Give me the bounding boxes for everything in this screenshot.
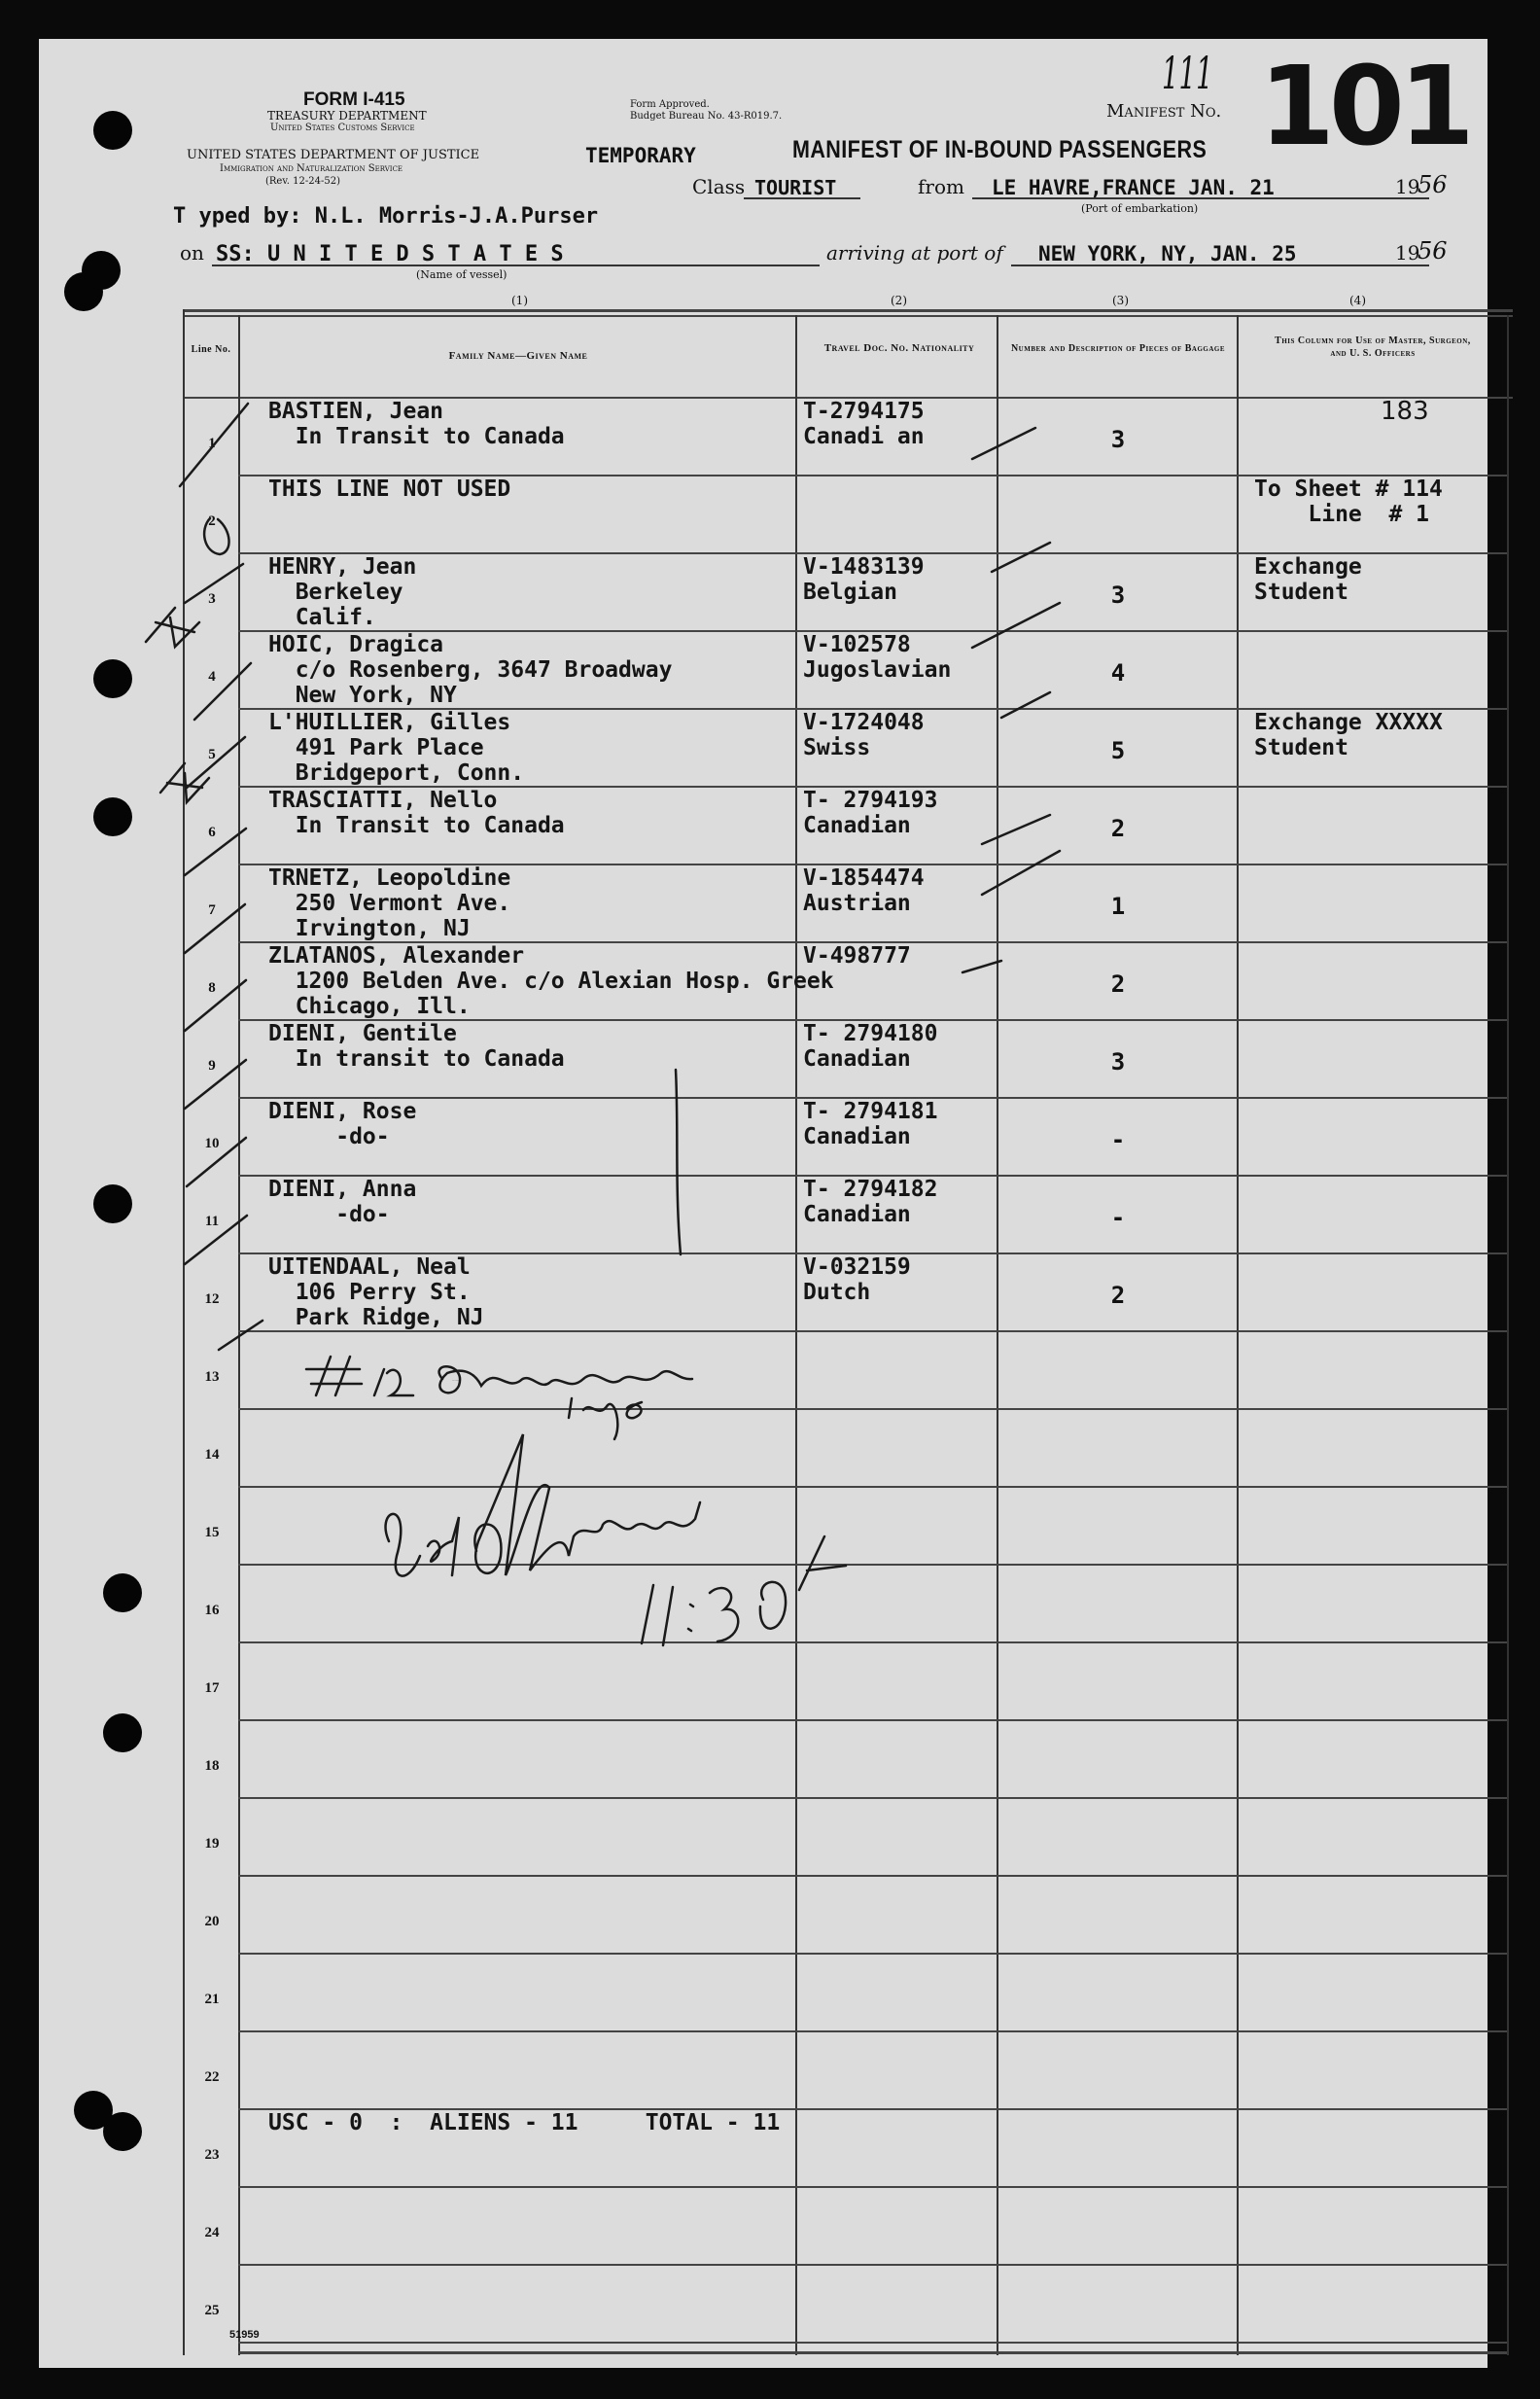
travel-doc: V-498777 <box>803 943 911 969</box>
punch-hole <box>93 1184 132 1223</box>
baggage-count: 4 <box>1110 659 1126 687</box>
passenger-name: DIENI, Anna -do- <box>268 1177 417 1227</box>
immigration-label: Immigration and Naturalization Service <box>220 163 403 174</box>
budget-label: Budget Bureau No. 43-R019.7. <box>630 111 783 122</box>
arriving-year-prefix: 19 <box>1395 241 1420 265</box>
baggage-count: 1 <box>1110 893 1126 920</box>
approved-label: Form Approved. <box>630 99 710 110</box>
travel-doc: T- 2794180 Canadian <box>803 1021 938 1072</box>
passenger-name: L'HUILLIER, Gilles 491 Park Place Bridgeport, Conn. <box>268 710 525 786</box>
port-caption: (Port of embarkation) <box>1081 202 1199 215</box>
line-number: 10 <box>204 1136 220 1151</box>
line-number: 1 <box>208 436 216 451</box>
line-number: 9 <box>208 1058 216 1074</box>
header-officers: This Column for Use of Master, Surgeon, and U. S. Officers <box>1275 335 1471 359</box>
passenger-name: UITENDAAL, Neal 106 Perry St. Park Ridge, NJ <box>268 1254 484 1330</box>
from-value: LE HAVRE,FRANCE JAN. 21 <box>992 176 1275 199</box>
header-travel-doc: Travel Doc. No. Nationality <box>823 342 975 354</box>
arriving-label: arriving at port of <box>826 241 1003 265</box>
line-number: 15 <box>204 1525 220 1540</box>
from-year-prefix: 19 <box>1395 175 1420 198</box>
class-label: Class <box>692 175 746 198</box>
line-number: 13 <box>204 1369 220 1385</box>
header-line-no: Line No. <box>191 344 231 355</box>
officer-note: Exchange Student <box>1254 554 1362 605</box>
passenger-name: TRASCIATTI, Nello In Transit to Canada <box>268 788 565 838</box>
baggage-count: - <box>1110 1126 1126 1153</box>
punch-hole <box>93 659 132 698</box>
line-number: 6 <box>208 825 216 840</box>
passenger-name: TRNETZ, Leopoldine 250 Vermont Ave. Irvington, NJ <box>268 865 511 941</box>
line-number: 24 <box>204 2225 220 2240</box>
line-number: 8 <box>208 980 216 996</box>
manifest-no-handwritten: 111 <box>1162 47 1213 99</box>
col-num-2: (2) <box>891 294 907 307</box>
line-number: 3 <box>208 591 216 607</box>
manifest-sheet <box>39 39 1488 2368</box>
col-num-1: (1) <box>511 294 528 307</box>
manifest-no-label: Manifest No. <box>1106 101 1222 122</box>
temporary-label: TEMPORARY <box>585 144 696 167</box>
baggage-count: - <box>1110 1204 1126 1231</box>
travel-doc: T-2794175 Canadi an <box>803 399 925 449</box>
travel-doc: V-1854474 Austrian <box>803 865 925 916</box>
col-num-4: (4) <box>1349 294 1366 307</box>
line-number: 22 <box>204 2069 220 2085</box>
travel-doc: V-1483139 Belgian <box>803 554 925 605</box>
line-number: 25 <box>204 2303 220 2318</box>
punch-hole <box>93 797 132 836</box>
travel-doc: V-102578 Jugoslavian <box>803 632 952 683</box>
on-label: on <box>180 241 204 265</box>
manifest-number-stamp: 101 <box>1259 44 1469 170</box>
baggage-count: 5 <box>1110 737 1126 764</box>
from-year: 56 <box>1418 171 1448 198</box>
customs-label: United States Customs Service <box>270 123 415 133</box>
manifest-title: MANIFEST OF IN-BOUND PASSENGERS <box>792 136 1208 163</box>
line-number: 5 <box>208 747 216 762</box>
passenger-name: THIS LINE NOT USED <box>268 476 511 502</box>
footer-code: 51959 <box>229 2329 260 2341</box>
line-number: 16 <box>204 1603 220 1618</box>
passenger-name: ZLATANOS, Alexander 1200 Belden Ave. c/o Alexian Hosp. Greek Chicago, Ill. <box>268 943 834 1019</box>
officer-note: To Sheet # 114 Line # 1 <box>1254 476 1443 527</box>
arriving-value: NEW YORK, NY, JAN. 25 <box>1038 242 1297 265</box>
line-number: 18 <box>204 1758 220 1774</box>
travel-doc: V-1724048 Swiss <box>803 710 925 760</box>
line-number: 7 <box>208 902 216 918</box>
line-number: 23 <box>204 2147 220 2163</box>
passenger-name: BASTIEN, Jean In Transit to Canada <box>268 399 565 449</box>
vessel-caption: (Name of vessel) <box>416 268 508 281</box>
officer-note: Exchange XXXXX Student <box>1254 710 1443 760</box>
line-number: 4 <box>208 669 216 685</box>
punch-hole <box>103 2112 142 2151</box>
line-number: 12 <box>204 1291 220 1307</box>
from-label: from <box>918 175 964 198</box>
passenger-name: HENRY, Jean Berkeley Calif. <box>268 554 417 630</box>
punch-hole <box>103 1713 142 1752</box>
handwriting-marks <box>39 39 1488 2368</box>
travel-doc: T- 2794193 Canadian <box>803 788 938 838</box>
officer-note: 183 <box>1381 397 1429 426</box>
line-number: 2 <box>208 513 216 529</box>
baggage-count: 3 <box>1110 426 1126 453</box>
treasury-label: TREASURY DEPARTMENT <box>267 109 427 123</box>
revision-label: (Rev. 12-24-52) <box>265 176 341 187</box>
line-number: 17 <box>204 1680 220 1696</box>
col-num-3: (3) <box>1112 294 1129 307</box>
typed-by: T yped by: N.L. Morris-J.A.Purser <box>173 204 599 229</box>
line-number: 11 <box>204 1214 220 1229</box>
vessel-name: SS: U N I T E D S T A T E S <box>216 242 564 266</box>
passenger-name: USC - 0 : ALIENS - 11 TOTAL - 11 <box>268 2110 781 2135</box>
baggage-count: 3 <box>1110 1048 1126 1076</box>
passenger-name: DIENI, Gentile In transit to Canada <box>268 1021 565 1072</box>
punch-hole <box>103 1573 142 1612</box>
passenger-name: HOIC, Dragica c/o Rosenberg, 3647 Broadway New York, NY <box>268 632 673 708</box>
form-number: FORM I-415 <box>303 89 405 110</box>
baggage-count: 3 <box>1110 582 1126 609</box>
line-number: 14 <box>204 1447 220 1463</box>
header-name: Family Name—Given Name <box>448 350 588 362</box>
baggage-count: 2 <box>1110 1282 1126 1309</box>
travel-doc: T- 2794181 Canadian <box>803 1099 938 1149</box>
header-baggage: Number and Description of Pieces of Baggage <box>1010 343 1226 354</box>
passenger-name: DIENI, Rose -do- <box>268 1099 417 1149</box>
line-number: 19 <box>204 1836 220 1852</box>
travel-doc: V-032159 Dutch <box>803 1254 911 1305</box>
baggage-count: 2 <box>1110 970 1126 998</box>
travel-doc: T- 2794182 Canadian <box>803 1177 938 1227</box>
handwriting-note: #12 Obsumore <box>452 1381 460 1382</box>
arriving-year: 56 <box>1418 237 1448 265</box>
line-number: 20 <box>204 1914 220 1929</box>
line-number: 21 <box>204 1992 220 2007</box>
punch-hole <box>82 251 121 290</box>
class-value: TOURIST <box>754 176 837 199</box>
punch-hole <box>93 111 132 150</box>
baggage-count: 2 <box>1110 815 1126 842</box>
justice-label: UNITED STATES DEPARTMENT OF JUSTICE <box>187 148 480 162</box>
